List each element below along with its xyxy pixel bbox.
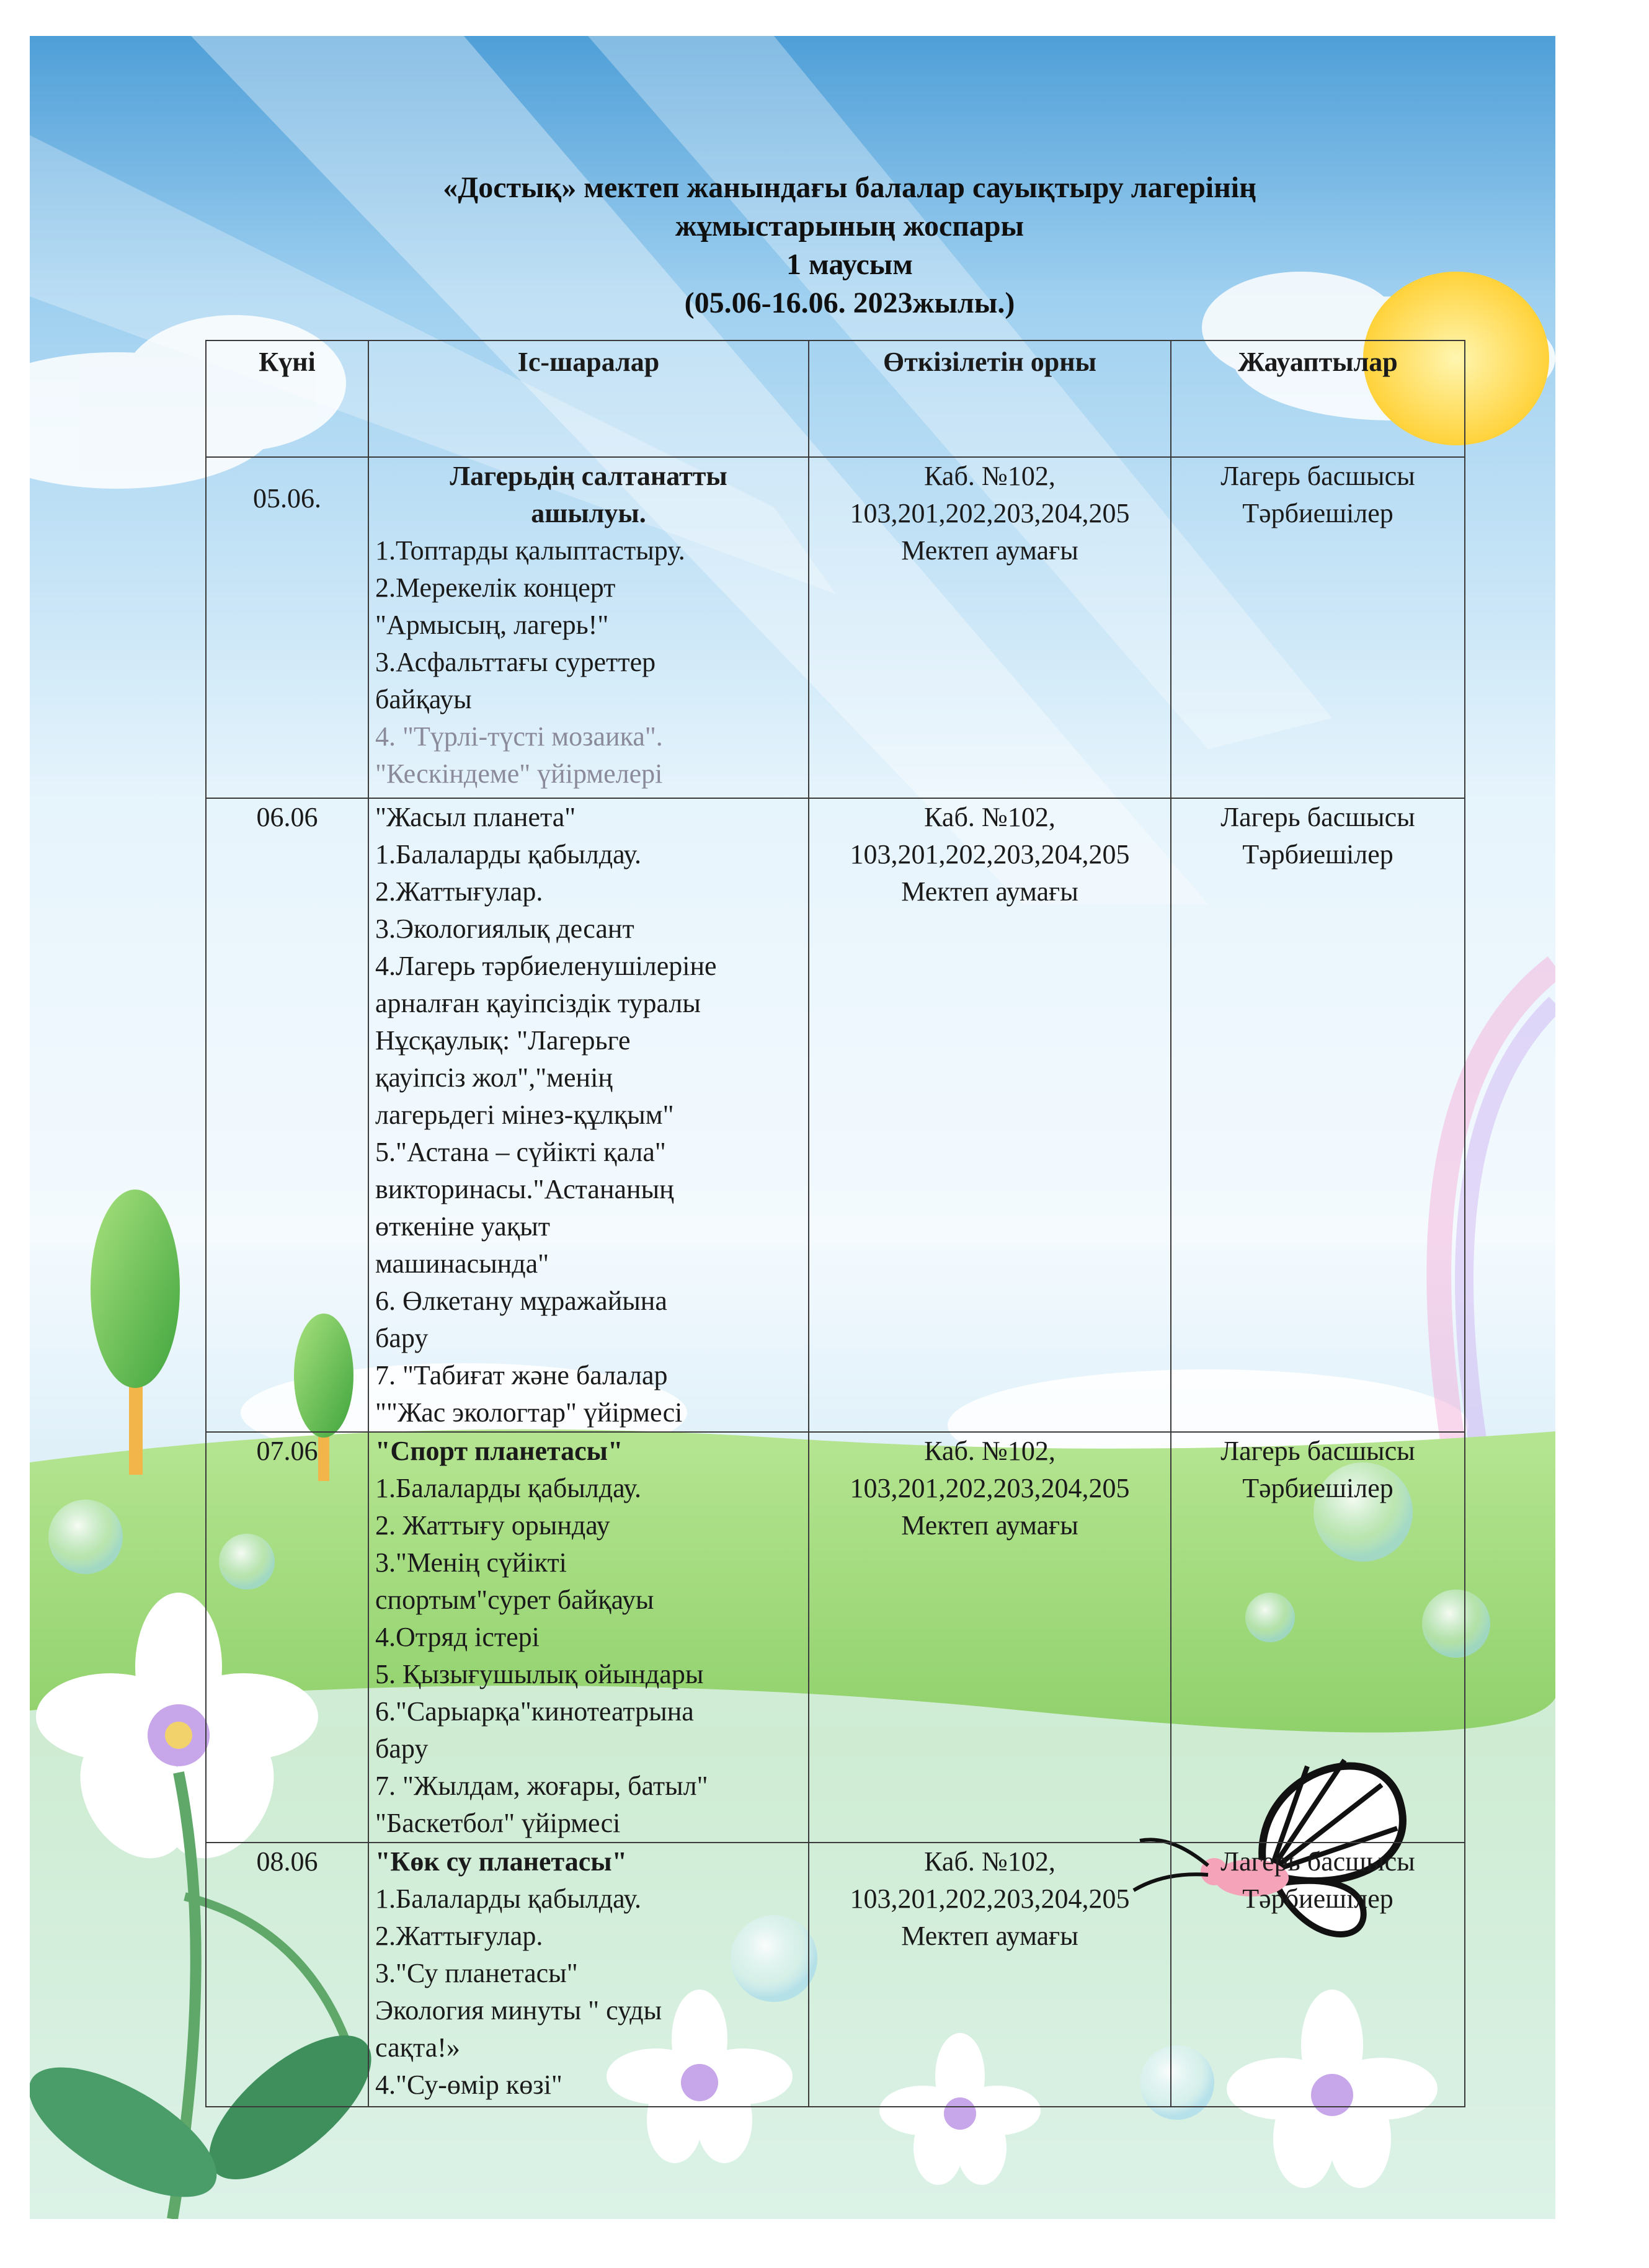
responsible-cell [1171,1843,1465,2107]
place-cell [809,1432,1171,1843]
activity-line: 2.Мерекелік концерт [375,572,616,603]
date-value: 07.06 [256,1436,318,1466]
activity-line: 1.Топтарды қалыптастыру. [375,535,685,566]
activity-line: "Кескіндеме" үйірмелері [375,758,663,789]
responsible-line: Тәрбиешілер [1242,1473,1393,1503]
place-line: Каб. №102, [924,802,1056,832]
place-cell [809,798,1171,1432]
document-title [198,169,1501,322]
activity-line: "Жасыл планета" [375,802,576,832]
activity-line: 2.Жаттығулар. [375,876,543,907]
activity-line: 3."Су планетасы" [375,1958,578,1988]
activity-line: бару [375,1323,429,1353]
activity-line: "Спорт планетасы" [375,1436,623,1466]
activity-line: 2. Жаттығу орындау [375,1510,610,1541]
place-line: Мектеп аумағы [901,535,1078,566]
activity-line: 4. "Түрлі-түсті мозаика". [375,721,663,752]
place-line: Мектеп аумағы [901,1510,1078,1541]
title-line-2: жұмыстарының жоспары [675,210,1025,242]
activity-line: "Көк су планетасы" [375,1846,628,1877]
activity-line: ашылуы. [531,498,646,528]
title-line-4: (05.06-16.06. 2023жылы.) [684,287,1015,319]
activity-line: Нұсқаулық: "Лагерьге [375,1025,631,1056]
activity-line: 3.Экологиялық десант [375,914,634,944]
column-header-date: Күні [206,340,368,457]
activity-line: 5. Қызығушылық ойындары [375,1659,704,1689]
date-value: 06.06 [256,802,318,832]
activity-line: спортым"сурет байқауы [375,1585,654,1615]
activity-line: "Баскетбол" үйірмесі [375,1808,621,1838]
activity-line: арналған қауіпсіздік туралы [375,988,701,1018]
activities-cell [368,1843,809,2107]
responsible-line: Лагерь басшысы [1220,1436,1415,1466]
activity-line: 2.Жаттығулар. [375,1921,543,1951]
camp-schedule-table [205,340,1465,2107]
place-line: 103,201,202,203,204,205 [850,1473,1130,1503]
activity-line: бару [375,1733,429,1764]
activity-line: 4.Лагерь тәрбиеленушілеріне [375,951,717,981]
table-row [206,1432,1465,1843]
activity-line: лагерьдегі мінез-құлқым" [375,1100,674,1130]
activity-line: 6."Сарыарқа"кинотеатрына [375,1696,694,1727]
place-line: Каб. №102, [924,1846,1056,1877]
title-line-1: «Достық» мектеп жанындағы балалар сауықтыру лагерінің [443,171,1256,204]
activity-line: өткеніне уақыт [375,1211,551,1242]
activity-line: 5."Астана – сүйікті қала" [375,1137,666,1167]
column-header-responsible: Жауаптылар [1171,340,1465,457]
table-row [206,798,1465,1432]
responsible-line: Лагерь басшысы [1220,802,1415,832]
activity-line: Экология минуты " суды [375,1995,662,2026]
activities-cell [368,1432,809,1843]
place-cell [809,457,1171,798]
activity-line: 6. Өлкетану мұражайына [375,1286,667,1316]
table-header-row [206,340,1465,457]
activity-line: викторинасы."Астананың [375,1174,674,1204]
column-header-place: Өткізілетін орны [809,340,1171,457]
responsible-line: Лагерь басшысы [1220,1846,1415,1877]
responsible-line: Тәрбиешілер [1242,839,1393,869]
activities-cell [368,457,809,798]
activity-line: сақта!» [375,2032,460,2063]
place-line: 103,201,202,203,204,205 [850,839,1130,869]
date-cell [206,1843,368,2107]
responsible-line: Лагерь басшысы [1220,461,1415,491]
activity-line: қауіпсіз жол","менің [375,1062,613,1093]
date-cell [206,457,368,798]
responsible-line: Тәрбиешілер [1242,1883,1393,1914]
activity-line: байқауы [375,684,472,714]
column-header-activities: Іс-шаралар [368,340,809,457]
date-cell [206,798,368,1432]
date-value: 05.06. [253,483,321,514]
place-line: 103,201,202,203,204,205 [850,1883,1130,1914]
activity-line: "Армысың, лагерь!" [375,610,609,640]
activity-line: 4."Су-өмір көзі" [375,2070,562,2100]
place-line: Каб. №102, [924,461,1056,491]
responsible-cell [1171,457,1465,798]
place-line: Мектеп аумағы [901,876,1078,907]
activity-line: 1.Балаларды қабылдау. [375,839,641,869]
date-cell [206,1432,368,1843]
activity-line: Лагерьдің салтанатты [450,461,727,491]
activities-cell [368,798,809,1432]
table-row [206,1843,1465,2107]
activity-line: 7. "Табиғат және балалар [375,1360,668,1390]
place-line: Каб. №102, [924,1436,1056,1466]
place-cell [809,1843,1171,2107]
activity-line: 3.Асфальттағы суреттер [375,647,656,677]
responsible-cell [1171,1432,1465,1843]
activity-line: 1.Балаларды қабылдау. [375,1473,641,1503]
title-line-3: 1 маусым [786,248,913,281]
place-line: Мектеп аумағы [901,1921,1078,1951]
table-row [206,457,1465,798]
place-line: 103,201,202,203,204,205 [850,498,1130,528]
activity-line: 3."Менің сүйікті [375,1547,567,1578]
activity-line: 1.Балаларды қабылдау. [375,1883,641,1914]
responsible-line: Тәрбиешілер [1242,498,1393,528]
activity-line: 7. "Жылдам, жоғары, батыл" [375,1771,708,1801]
activity-line: машинасында" [375,1248,549,1279]
activity-line: 4.Отряд істері [375,1622,540,1652]
date-value: 08.06 [256,1846,318,1877]
activity-line: ""Жас экологтар" үйірмесі [375,1397,683,1428]
responsible-cell [1171,798,1465,1432]
